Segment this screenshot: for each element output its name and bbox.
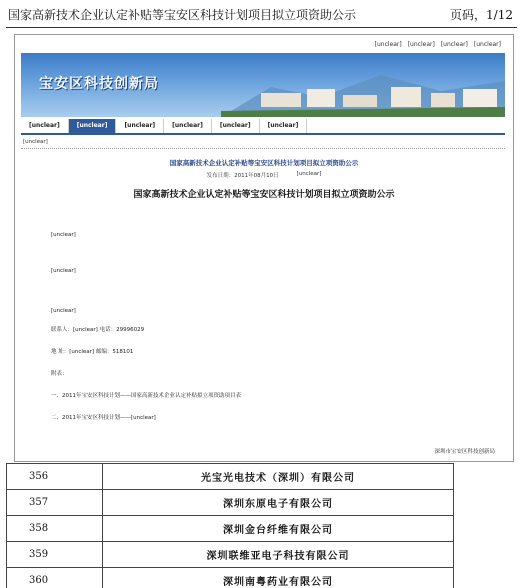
main-nav [21,119,505,135]
company-name: 深圳联维亚电子科技有限公司 [103,542,454,568]
top-link-4[interactable]: [unclear] [473,41,501,48]
attachment-link-1[interactable]: 一、2011年宝安区科技计划——国家高新技术企业认定补贴拟立项资助项目表 [51,393,241,399]
nav-item-3[interactable]: [unclear] [116,119,164,133]
nav-item-1[interactable]: [unclear] [21,119,69,133]
captured-webpage [14,34,514,462]
publish-date: 发布日期：2011年08月10日 [206,173,279,179]
breadcrumb: [unclear] [23,139,48,145]
article-paragraph-3: [unclear] [51,308,76,314]
company-name: 深圳南粤药业有限公司 [103,568,454,588]
nav-item-2[interactable]: [unclear] [69,119,117,133]
article-meta [15,171,513,179]
article-title: 国家高新技术企业认定补贴等宝安区科技计划项目拟立项资助公示 [133,190,395,200]
contact-address: 地 址：[unclear] 邮编：518101 [51,349,134,355]
company-name: 光宝光电技术（深圳）有限公司 [103,464,454,490]
header-rule [6,27,517,28]
attachments-label: 附表： [51,371,68,377]
row-number: 357 [7,490,103,516]
article-signature: 深圳市宝安区科技创新局 [434,449,495,455]
top-links [375,41,501,48]
nav-item-4[interactable]: [unclear] [164,119,212,133]
row-number: 360 [7,568,103,588]
nav-item-6[interactable]: [unclear] [260,119,308,133]
page-number: 页码，1/12 [450,8,513,22]
breadcrumb-divider [21,148,505,149]
top-link-3[interactable]: [unclear] [440,41,468,48]
company-name: 深圳东原电子有限公司 [103,490,454,516]
table-row [7,490,454,516]
row-number: 356 [7,464,103,490]
table-row [7,516,454,542]
info-source: [unclear] [296,171,322,177]
project-table [6,463,454,588]
attachment-link-2[interactable]: 二、2011年宝安区科技计划——[unclear] [51,415,156,421]
table-row [7,464,454,490]
nav-item-5[interactable]: [unclear] [212,119,260,133]
site-logo-title: 宝安区科技创新局 [39,76,159,92]
top-link-1[interactable]: [unclear] [374,41,402,48]
row-number: 358 [7,516,103,542]
article-small-title: 国家高新技术企业认定补贴等宝安区科技计划项目拟立项资助公示 [169,159,359,167]
company-name: 深圳金台纤维有限公司 [103,516,454,542]
row-number: 359 [7,542,103,568]
document-header [0,0,525,28]
article-paragraph-1: [unclear] [51,232,76,238]
table-row [7,542,454,568]
top-link-2[interactable]: [unclear] [407,41,435,48]
table-row [7,568,454,588]
article-paragraph-2: [unclear] [51,268,76,274]
document-title: 国家高新技术企业认定补贴等宝安区科技计划项目拟立项资助公示 [8,8,357,22]
site-banner [21,53,505,117]
contact-person: 联系人：[unclear] 电话：29996029 [51,327,145,333]
